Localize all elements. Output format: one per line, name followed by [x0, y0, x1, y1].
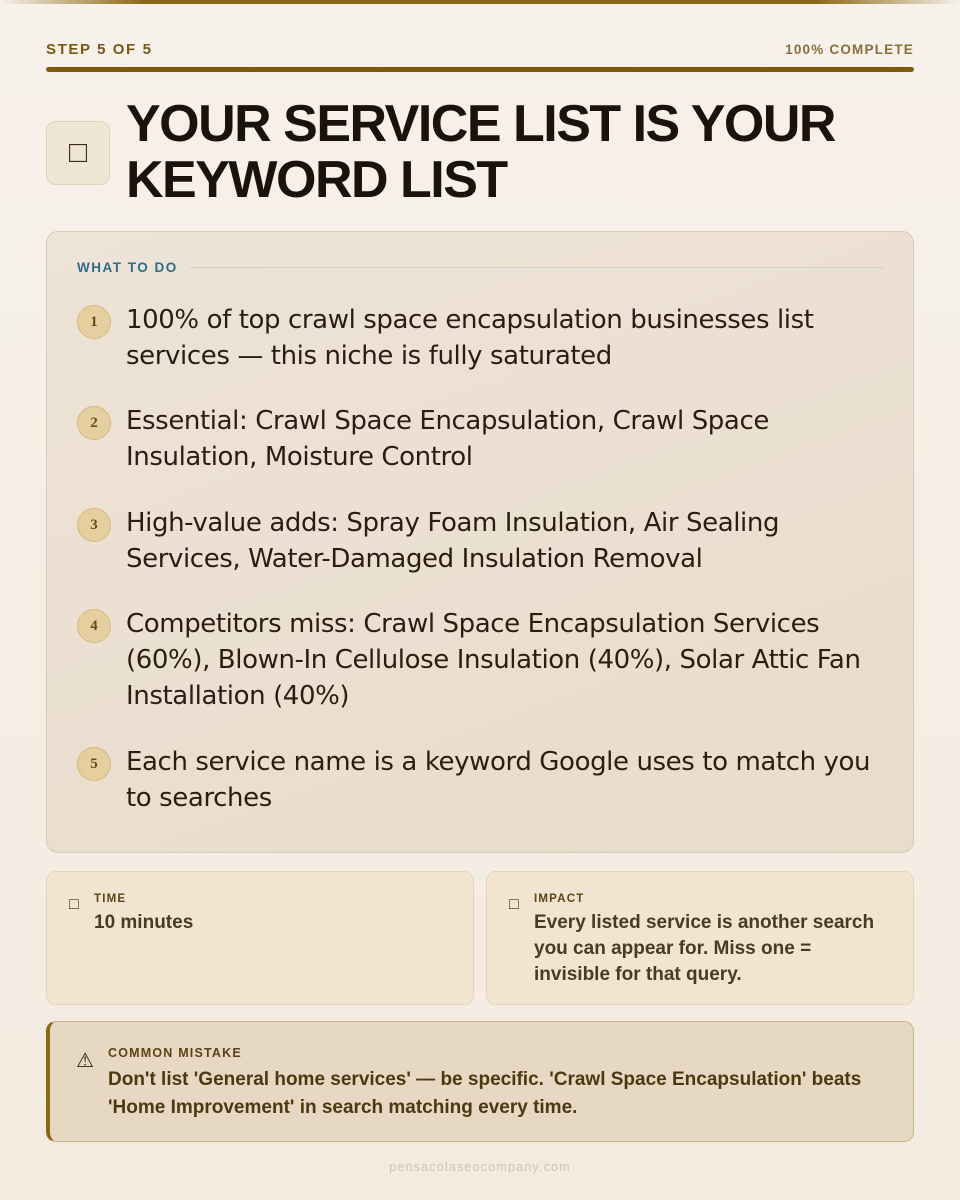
mistake-label: COMMON MISTAKE — [108, 1046, 242, 1060]
warning-icon: ⚠ — [76, 1050, 94, 1072]
step-number-badge: 5 — [77, 747, 111, 781]
step-text: 100% of top crawl space encapsulation businesses list services — this niche is fully saturated — [126, 305, 814, 371]
footer-domain: pensacolaseocompany.com — [389, 1160, 571, 1174]
top-accent-rule — [0, 0, 960, 4]
page-title: YOUR SERVICE LIST IS YOUR KEYWORD LIST — [126, 95, 835, 209]
completion-indicator: 100% COMPLETE — [785, 41, 914, 57]
placeholder-glyph-icon: □ — [69, 896, 79, 913]
time-card — [46, 871, 474, 1005]
section-label: WHAT TO DO — [77, 260, 178, 275]
common-mistake-card — [46, 1021, 914, 1142]
placeholder-glyph-icon: □ — [46, 121, 110, 185]
progress-bar-fill — [46, 67, 914, 72]
title-section — [46, 96, 914, 208]
section-header — [77, 260, 883, 275]
time-label: TIME — [94, 893, 127, 905]
progress-header — [46, 40, 914, 58]
step-number-badge: 3 — [77, 508, 111, 542]
list-item — [77, 302, 887, 403]
section-divider — [190, 267, 883, 268]
mistake-text: Don't list 'General home services' — be specific. 'Crawl Space Encapsulation' beats 'Home Improvement' in search matching every time. — [108, 1069, 862, 1118]
impact-value: Every listed service is another search you can appear for. Miss one = invisible for that query. — [534, 912, 875, 985]
list-item — [77, 505, 887, 606]
impact-label: IMPACT — [534, 893, 585, 905]
step-text: Each service name is a keyword Google uses to match you to searches — [126, 747, 871, 813]
placeholder-glyph-icon: □ — [509, 896, 519, 913]
step-number-badge: 1 — [77, 305, 111, 339]
step-text: High-value adds: Spray Foam Insulation, Air Sealing Services, Water-Damaged Insulation Removal — [126, 508, 780, 574]
what-to-do-card — [46, 231, 914, 853]
step-text: Competitors miss: Crawl Space Encapsulation Services (60%), Blown-In Cellulose Insulation (40%), Solar Attic Fan Installation (40%) — [126, 609, 861, 711]
list-item — [77, 744, 887, 816]
step-indicator: STEP 5 OF 5 — [46, 40, 153, 58]
step-text: Essential: Crawl Space Encapsulation, Crawl Space Insulation, Moisture Control — [126, 406, 769, 472]
step-number-badge: 2 — [77, 406, 111, 440]
step-number-badge: 4 — [77, 609, 111, 643]
impact-card — [486, 871, 914, 1005]
list-item — [77, 606, 887, 744]
steps-list — [77, 302, 887, 816]
list-item — [77, 403, 887, 505]
time-value: 10 minutes — [94, 912, 194, 933]
progress-bar — [46, 67, 914, 72]
